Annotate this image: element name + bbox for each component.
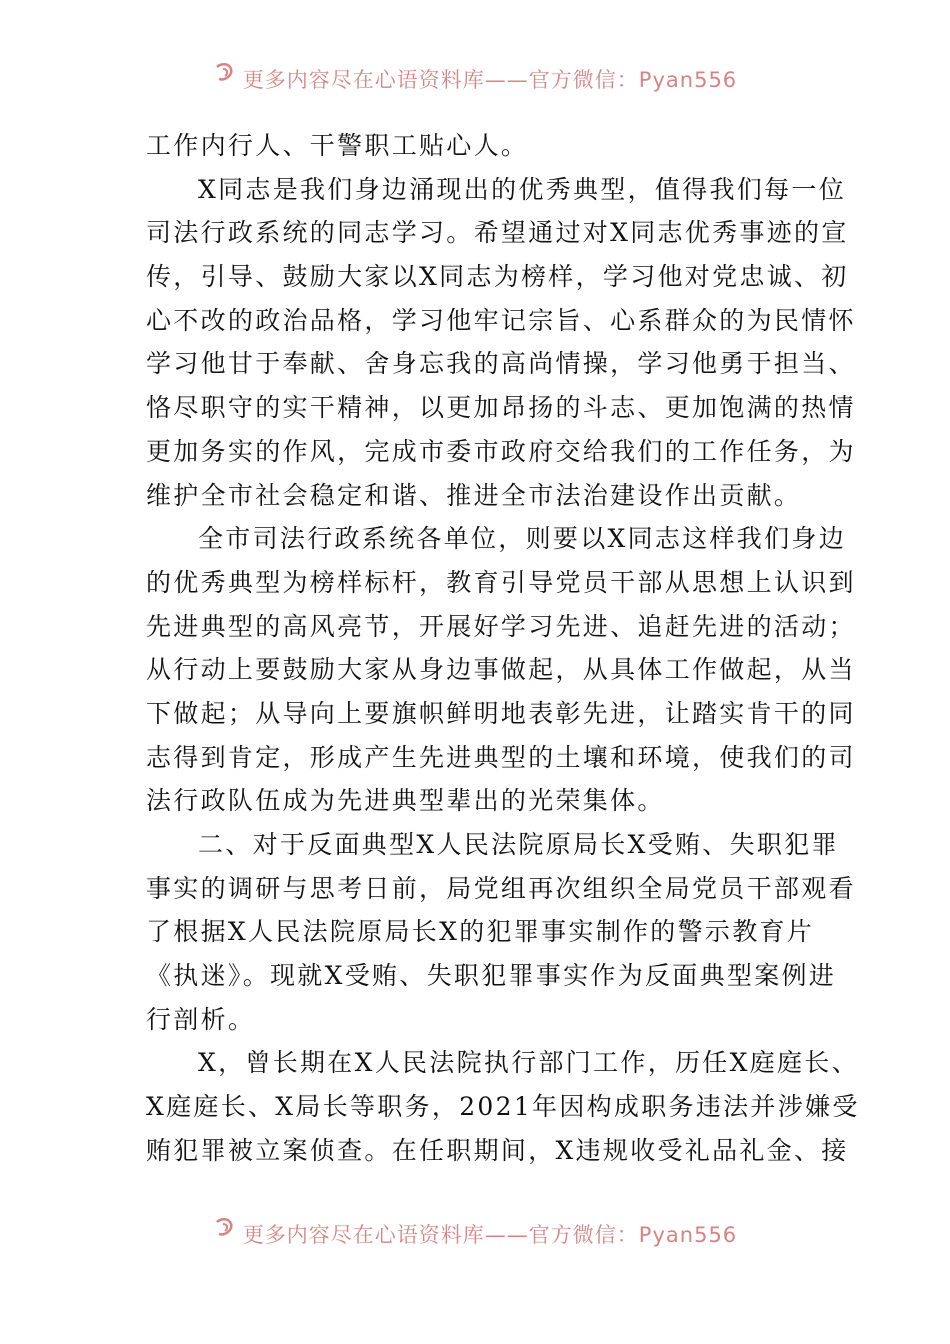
text-line: X，曾长期在X人民法院执行部门工作，历任X庭庭长、 bbox=[198, 1048, 859, 1078]
watermark-logo-icon bbox=[213, 61, 237, 83]
header-watermark bbox=[0, 52, 950, 92]
text-line: 了根据X人民法院原局长X的犯罪事实制作的警示教育片 bbox=[146, 917, 815, 947]
text-line: 从行动上要鼓励大家从身边事做起，从具体工作做起，从当 bbox=[146, 655, 856, 685]
text-line: 传，引导、鼓励大家以X同志为榜样，学习他对党忠诚、初 bbox=[146, 262, 849, 292]
text-line: 司法行政系统的同志学习。希望通过对X同志优秀事迹的宣 bbox=[146, 218, 849, 248]
text-line: 《执迷》。现就X受贿、失职犯罪事实作为反面典型案例进 bbox=[146, 961, 837, 991]
text-line: 全市司法行政系统各单位，则要以X同志这样我们身边 bbox=[198, 524, 846, 554]
text-line: 法行政队伍成为先进典型辈出的光荣集体。 bbox=[146, 786, 665, 816]
watermark-text: 更多内容尽在心语资料库——官方微信：Pyan556 bbox=[242, 1223, 738, 1247]
text-line: 二、对于反面典型X人民法院原局长X受贿、失职犯罪 bbox=[198, 830, 839, 859]
text-line: 学习他甘于奉献、舍身忘我的高尚情操，学习他勇于担当、 bbox=[146, 349, 856, 379]
footer-watermark bbox=[0, 1207, 950, 1247]
text-line: 先进典型的高风亮节，开展好学习先进、追赶先进的活动； bbox=[146, 611, 856, 641]
text-line: X庭庭长、X局长等职务，2021年因构成职务违法并涉嫌受 bbox=[146, 1092, 860, 1122]
text-line: 更加务实的作风，完成市委市政府交给我们的工作任务，为 bbox=[146, 436, 856, 466]
text-line: 行剖析。 bbox=[146, 1004, 256, 1034]
text-line: 下做起；从导向上要旗帜鲜明地表彰先进，让踏实肯干的同 bbox=[146, 698, 856, 728]
document-body bbox=[146, 124, 860, 1173]
text-line: 的优秀典型为榜样标杆，教育引导党员干部从思想上认识到 bbox=[146, 567, 856, 597]
watermark-text: 更多内容尽在心语资料库——官方微信：Pyan556 bbox=[242, 68, 738, 92]
text-line: 事实的调研与思考日前，局党组再次组织全局党员干部观看 bbox=[146, 873, 856, 903]
text-line: 心不改的政治品格，学习他牢记宗旨、心系群众的为民情怀 bbox=[146, 305, 856, 335]
text-line: 贿犯罪被立案侦查。在任职期间，X违规收受礼品礼金、接 bbox=[146, 1135, 849, 1165]
watermark-logo-icon bbox=[213, 1216, 237, 1238]
text-line: 工作内行人、干警职工贴心人。 bbox=[146, 131, 529, 160]
text-line: X同志是我们身边涌现出的优秀典型，值得我们每一位 bbox=[198, 174, 846, 204]
text-line: 维护全市社会稳定和谐、推进全市法治建设作出贡献。 bbox=[146, 480, 802, 510]
text-line: 志得到肯定，形成产生先进典型的土壤和环境，使我们的司 bbox=[146, 742, 856, 772]
text-line: 恪尽职守的实干精神，以更加昂扬的斗志、更加饱满的热情 bbox=[146, 393, 856, 423]
